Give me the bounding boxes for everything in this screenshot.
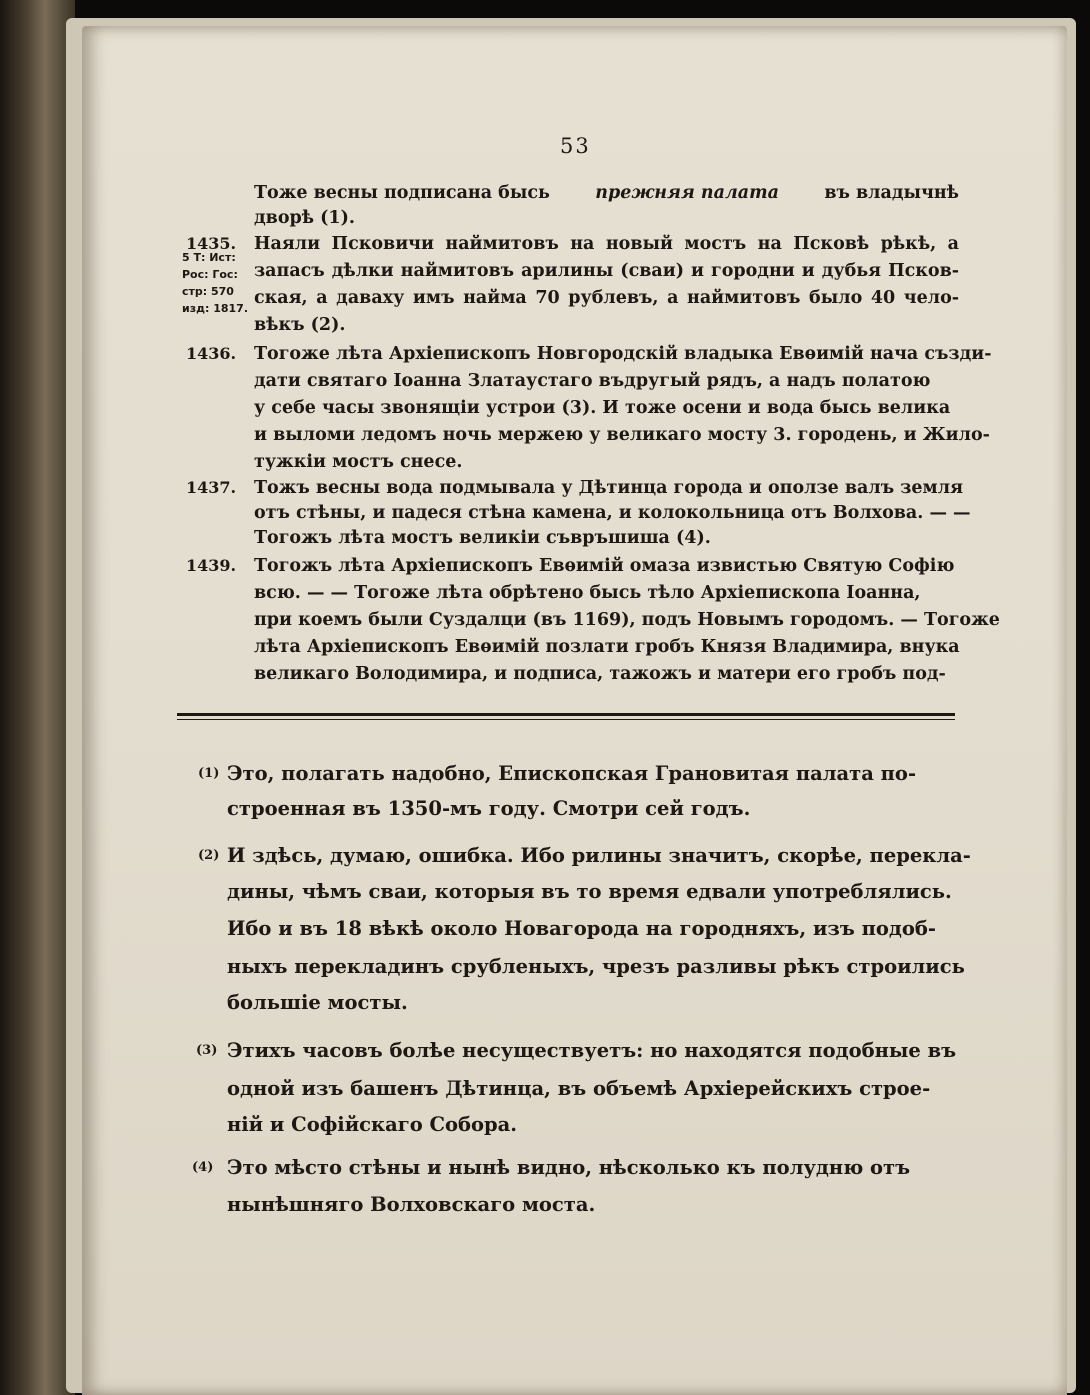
footnote-line: ныхъ перекладинъ срубленыхъ, чрезъ разливы рѣкъ строились (227, 955, 965, 978)
footnote-line: Это, полагать надобно, Епископская Грановитая палата по- (227, 762, 917, 785)
entry-text-pre: Тоже весны подписана бысь (254, 183, 550, 203)
entry-year: 1439. (186, 556, 237, 575)
entry-line: Наяли Псковичи наймитовъ на новый мостъ на Псковѣ рѣкѣ, а (254, 234, 959, 254)
footnote-line: дины, чѣмъ сваи, которыя въ то время едвали употреблялись. (227, 880, 952, 903)
footnote-mark: (2) (198, 848, 220, 863)
footnote-divider (177, 713, 955, 716)
footnote-line: нынѣшняго Волховскаго моста. (227, 1193, 596, 1216)
entry-line: при коемъ были Суздалци (въ 1169), подъ Новымъ городомъ. — Тогоже (254, 610, 1000, 630)
entry-line (254, 182, 959, 204)
footnote-line: Этихъ часовъ болѣе несуществуетъ: но находятся подобные въ (227, 1039, 957, 1062)
entry-line: и выломи ледомъ ночь мержею у великаго мосту 3. городень, и Жило- (254, 425, 990, 445)
entry-line: дати святаго Іоанна Златаустаго въдругый рядъ, а надъ полатою (254, 371, 931, 391)
entry-line: вѣкъ (2). (254, 315, 346, 335)
entry-line: отъ стѣны, и падеся стѣна камена, и колокольница отъ Волхова. — — (254, 503, 971, 523)
margin-note-line: Рос: Гос: (182, 268, 238, 281)
book-page (82, 26, 1067, 1395)
entry-line: великаго Володимира, и подписа, тажожъ и матери его гробъ под- (254, 664, 946, 684)
entry-line: Тогоже лѣта Архіепископъ Новгородскій владыка Евѳимій нача създи- (254, 344, 992, 364)
entry-line: ская, а даваху имъ найма 70 рублевъ, а наймитовъ было 40 чело- (254, 288, 959, 308)
margin-note-line: изд: 1817. (182, 302, 249, 315)
footnote-line: Это мѣсто стѣны и нынѣ видно, нѣсколько къ полудню отъ (227, 1156, 911, 1179)
entry-line: Тожъ весны вода подмывала у Дѣтинца города и оползе валъ земля (254, 478, 963, 498)
footnote-mark: (1) (198, 766, 220, 781)
footnote-line: ній и Софійскаго Собора. (227, 1113, 518, 1136)
margin-note-line: стр: 570 (182, 285, 234, 298)
entry-line: дворѣ (1). (254, 208, 355, 228)
entry-text-italic: прежняя палата (595, 183, 779, 203)
book-spine (0, 0, 75, 1395)
entry-year: 1437. (186, 478, 237, 497)
entry-year: 1436. (186, 344, 237, 363)
entry-line: Тогожъ лѣта Архіепископъ Евѳимій омаза извистью Святую Софію (254, 556, 955, 576)
footnote-line: большіе мосты. (227, 991, 408, 1014)
entry-line: лѣта Архіепископъ Евѳимій позлати гробъ Князя Владимира, внука (254, 637, 960, 657)
footnote-line: одной изъ башенъ Дѣтинца, въ объемѣ Архіерейскихъ строе- (227, 1077, 931, 1100)
page-number: 53 (560, 134, 591, 158)
footnote-mark: (4) (192, 1160, 214, 1175)
entry-year: 1435. (186, 234, 237, 253)
entry-text-post: въ владычнѣ (824, 183, 959, 203)
footnote-line: Ибо и въ 18 вѣкѣ около Новагорода на городняхъ, изъ подоб- (227, 917, 936, 940)
entry-line: у себе часы звонящіи устрои (3). И тоже осени и вода бысь велика (254, 398, 951, 418)
footnote-line: строенная въ 1350-мъ году. Смотри сей годъ. (227, 797, 751, 820)
entry-line: Тогожъ лѣта мостъ великіи съвръшиша (4). (254, 528, 711, 548)
footnote-line: И здѣсь, думаю, ошибка. Ибо рилины значитъ, скорѣе, перекла- (227, 844, 971, 867)
entry-line: тужкіи мостъ снесе. (254, 452, 463, 472)
margin-note (182, 249, 248, 317)
margin-note-line: 5 Т: Ист: (182, 251, 236, 264)
footnote-mark: (3) (196, 1043, 218, 1058)
footnote-divider-thin (177, 719, 955, 720)
entry-line: всю. — — Тогоже лѣта обрѣтено бысь тѣло Архіепископа Іоанна, (254, 583, 921, 603)
entry-line: запасъ дѣлки наймитовъ арилины (сваи) и городни и дубья Псков- (254, 261, 959, 281)
